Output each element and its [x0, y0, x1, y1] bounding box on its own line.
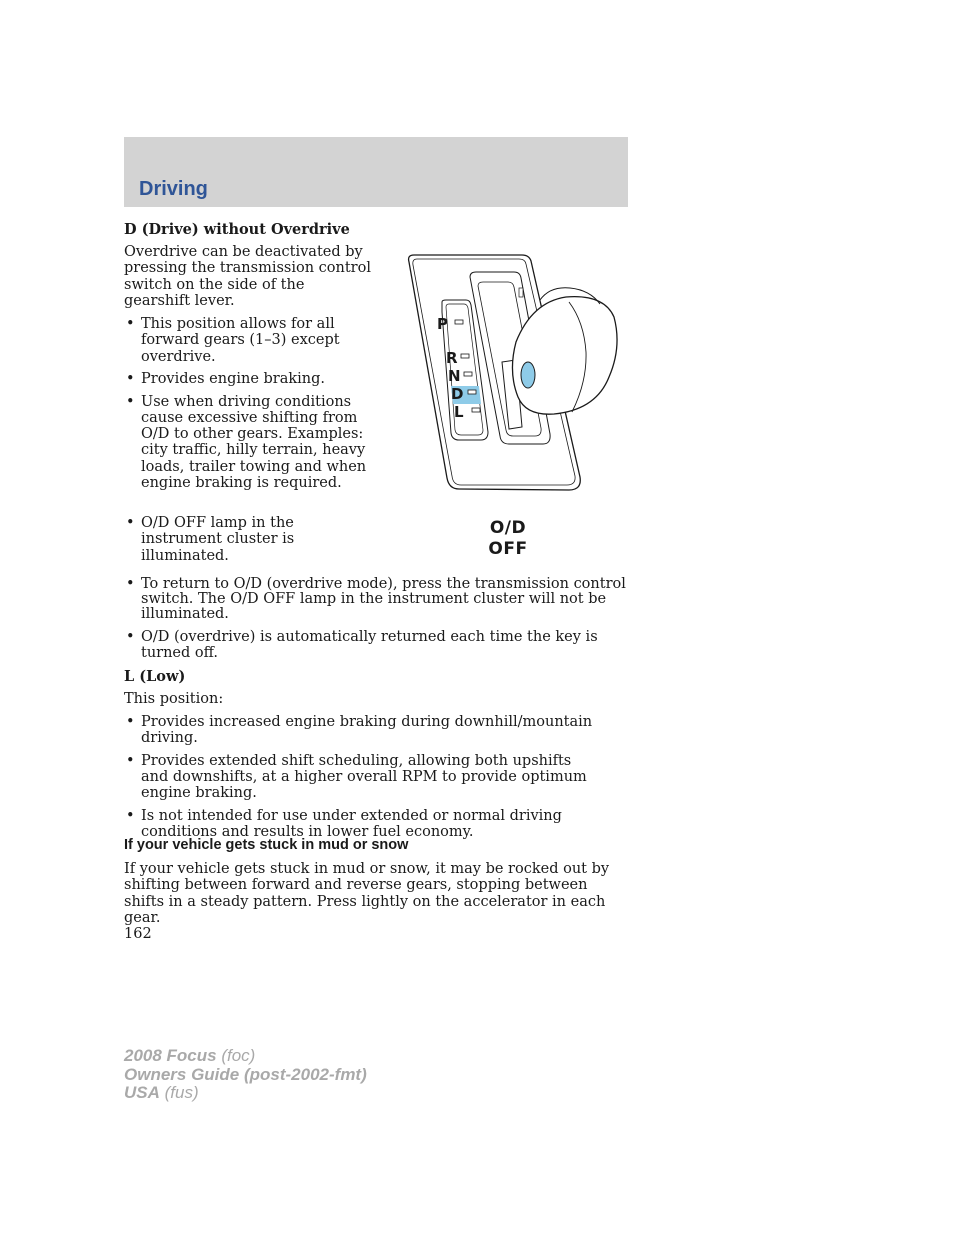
stuck-heading: If your vehicle gets stuck in mud or snow [124, 837, 409, 853]
list-item: • O/D OFF lamp in the instrument cluster is illuminated. [124, 515, 376, 564]
footer-guide: Owners Guide (post-2002-fmt) [124, 1064, 367, 1084]
footer-model-code: (foc) [221, 1046, 256, 1065]
list-item: • Use when driving conditions cause excessive shifting from O/D to other gears. Examples: city traffic, hilly terrain, heavy loads, trailer towing and when engine braking is required. [124, 394, 376, 492]
gear-indicator-l [472, 408, 480, 412]
section-title: Driving [139, 178, 208, 200]
od-lamp-line1: O/D [489, 518, 527, 538]
gear-label-r: R [446, 349, 458, 367]
footer-region: USA [124, 1083, 160, 1102]
gear-indicator-n [464, 372, 472, 376]
gear-indicator-p [455, 320, 463, 324]
stuck-body: If your vehicle gets stuck in mud or snow, it may be rocked out by shifting between forward and reverse gears, stopping between shifts in a steady pattern. Press lightly on the accelerator in each gear. [124, 861, 610, 926]
list-item: • Provides engine braking. [124, 371, 376, 387]
page-number: 162 [124, 926, 152, 942]
drive-intro: Overdrive can be deactivated by pressing the transmission control switch on the side of the gearshift lever. [124, 244, 371, 309]
slot-mark [519, 288, 523, 297]
gear-label-p: P [437, 315, 448, 333]
od-lamp-line2: OFF [488, 539, 528, 559]
list-item: • Provides extended shift scheduling, allowing both upshifts and downshifts, at a higher overall RPM to provide optimum engine braking. [124, 753, 628, 802]
low-heading: L (Low) [124, 668, 186, 685]
overdrive-return-list [124, 577, 628, 668]
low-intro: This position: [124, 691, 224, 707]
list-item: • Is not intended for use under extended or normal driving conditions and results in lower fuel economy. [124, 808, 628, 841]
footer-line-2 [124, 1066, 367, 1085]
gear-label-l: L [454, 403, 464, 421]
gear-indicator-d [468, 390, 476, 394]
footer-line-3 [124, 1084, 367, 1103]
list-item: • Provides increased engine braking during downhill/mountain driving. [124, 714, 628, 747]
list-item: • This position allows for all forward gears (1–3) except overdrive. [124, 316, 376, 365]
footer-model: 2008 Focus [124, 1046, 217, 1065]
list-item: • To return to O/D (overdrive mode), press the transmission control switch. The O/D OFF lamp in the instrument cluster will not be illuminated. [124, 577, 628, 623]
footer-line-1 [124, 1047, 367, 1066]
od-off-lamp-icon [486, 518, 530, 560]
low-bullet-list [124, 714, 628, 847]
section-header-band [124, 137, 628, 207]
gear-label-d: D [451, 385, 464, 403]
drive-bullet-list [124, 316, 376, 498]
gear-label-n: N [448, 367, 461, 385]
list-item: • O/D (overdrive) is automatically returned each time the key is turned off. [124, 629, 628, 662]
gearshift-illustration [404, 252, 620, 494]
document-footer [124, 1047, 367, 1103]
gear-indicator-r [461, 354, 469, 358]
drive-heading: D (Drive) without Overdrive [124, 221, 350, 238]
overdrive-switch [521, 362, 535, 388]
lamp-bullet-list [124, 515, 376, 570]
footer-region-code: (fus) [164, 1083, 199, 1102]
